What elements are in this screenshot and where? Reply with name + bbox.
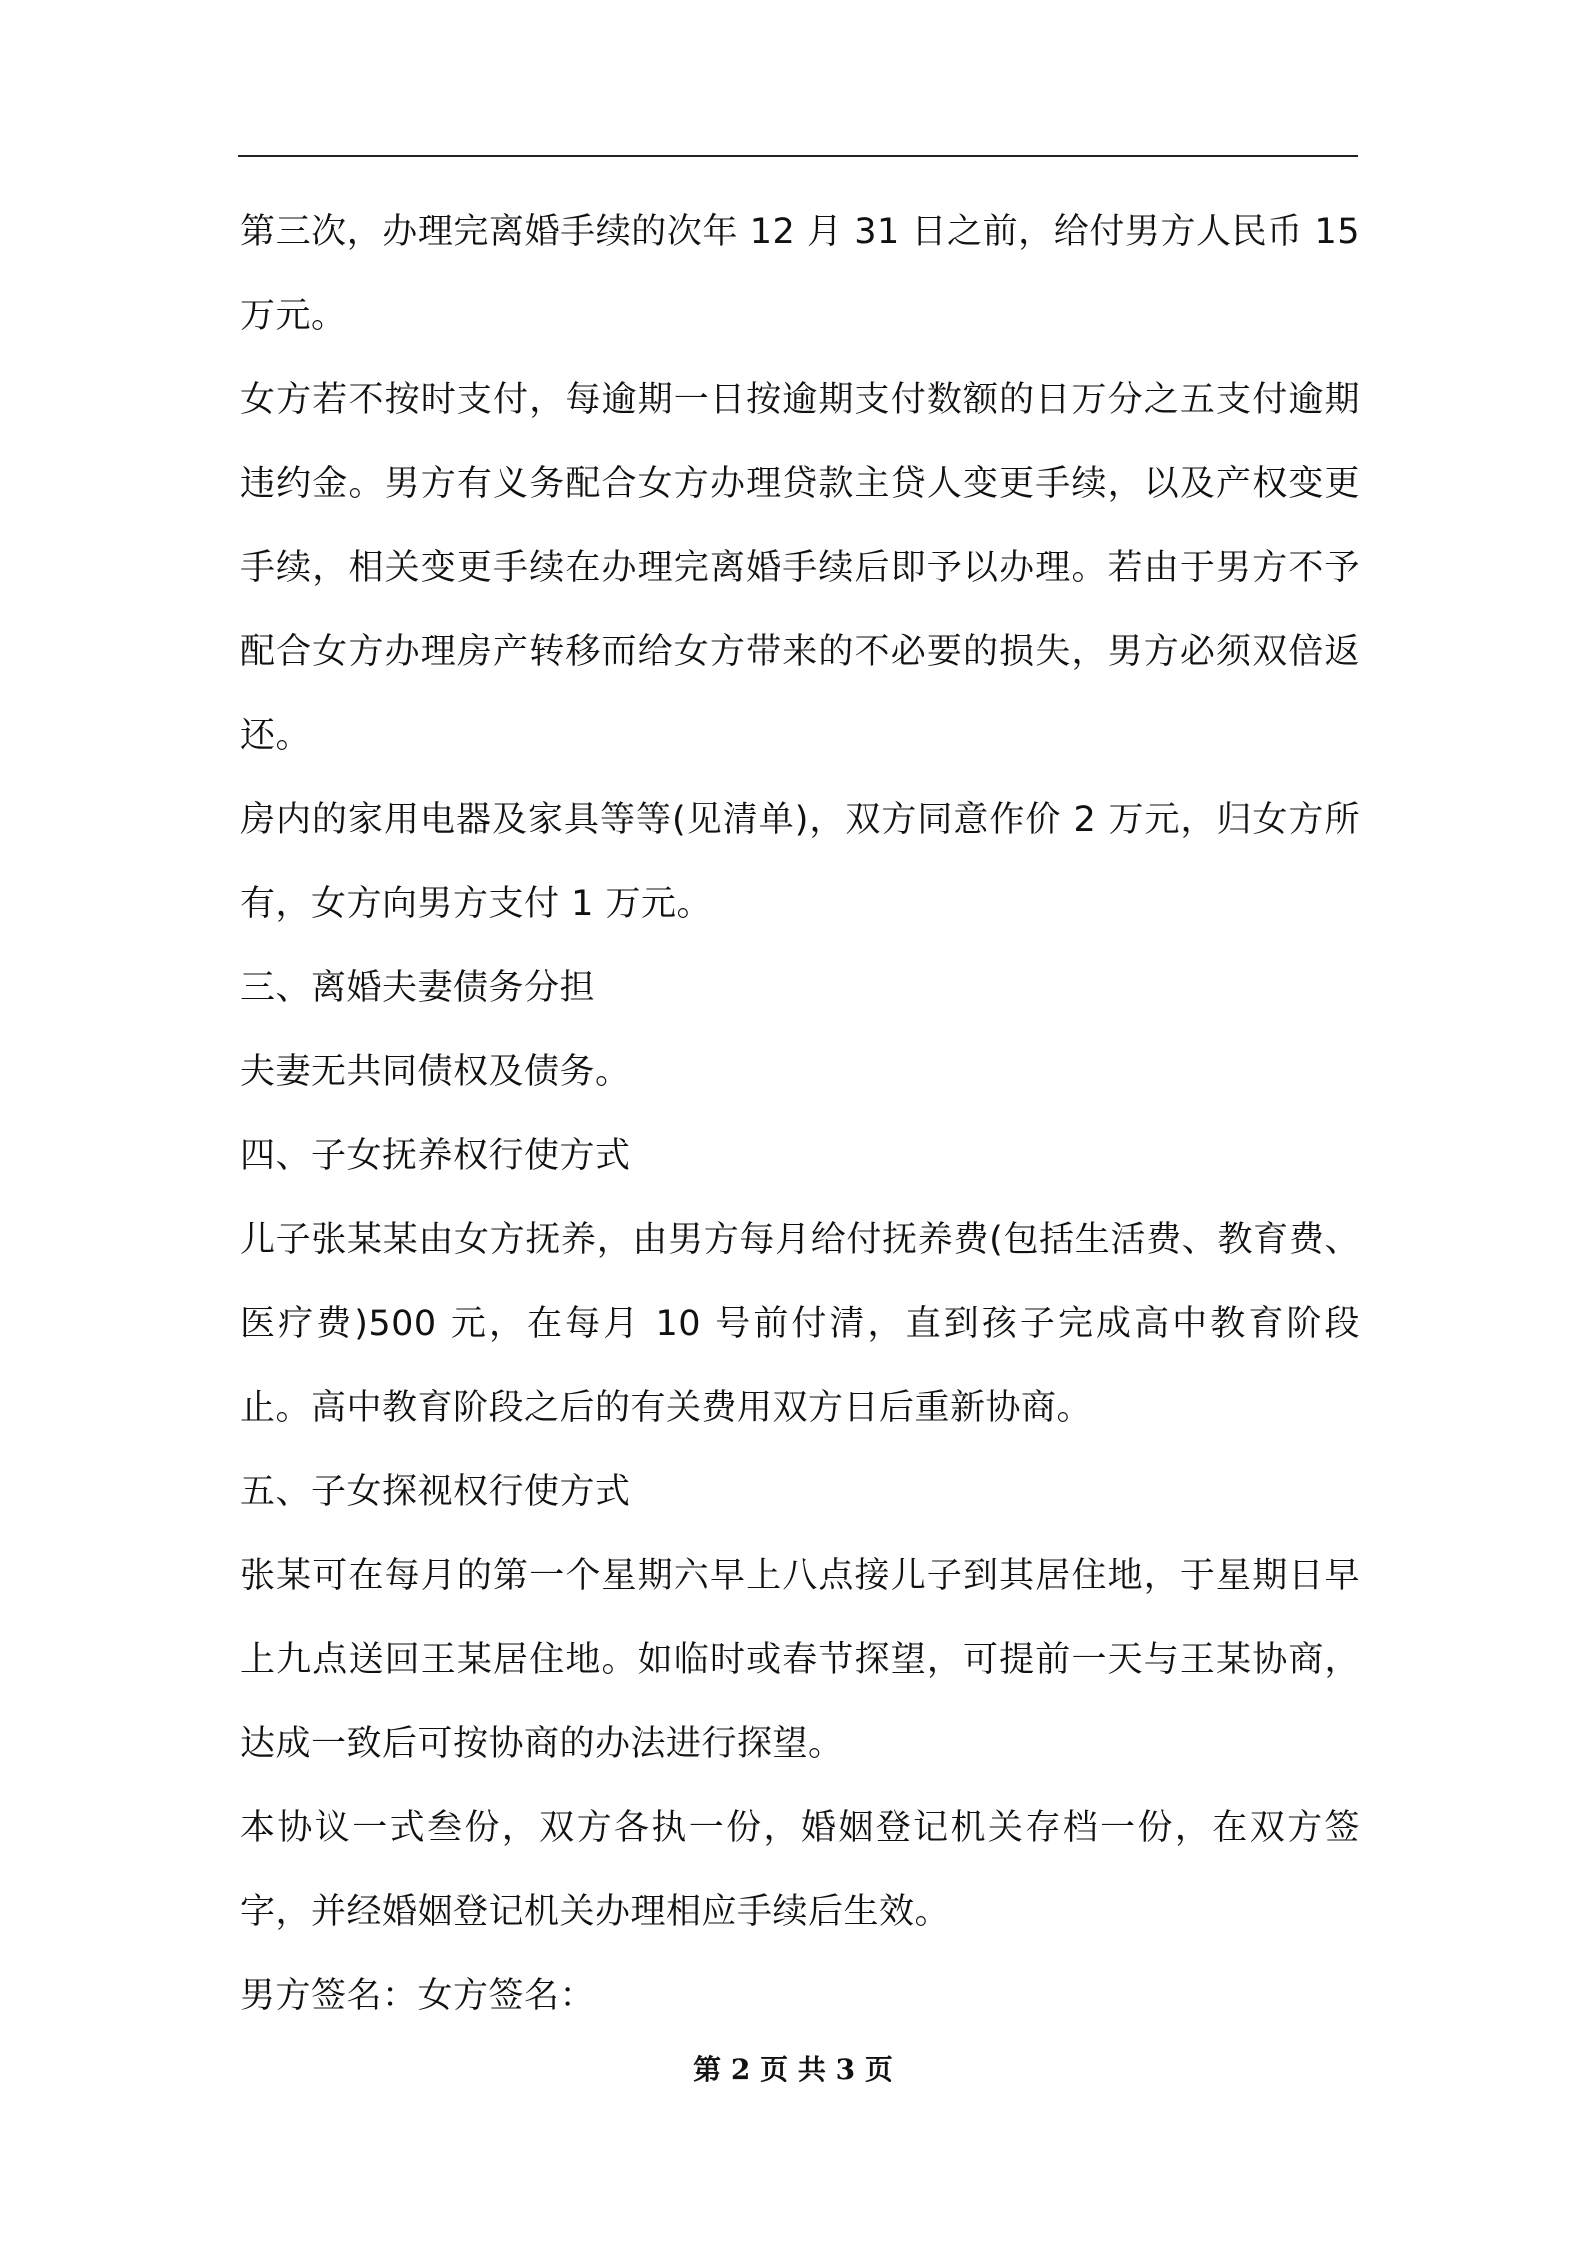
paragraph-household-items: 房内的家用电器及家具等等(见清单)，双方同意作价 2 万元，归女方所有，女方向男方支付 1 万元。: [240, 800, 1360, 924]
document-body: [240, 190, 1360, 2038]
paragraph-custody-support: 儿子张某某由女方抚养，由男方每月给付抚养费(包括生活费、教育费、医疗费)500 元，在每月 10 号前付清，直到孩子完成高中教育阶段止。高中教育阶段之后的有关费用双方日后重新协商。: [240, 1220, 1360, 1428]
paragraph-third-payment: 第三次，办理完离婚手续的次年 12 月 31 日之前，给付男方人民币 15 万元。: [240, 212, 1360, 336]
paragraph-agreement-copies: 本协议一式叁份，双方各执一份，婚姻登记机关存档一份，在双方签字，并经婚姻登记机关办理相应手续后生效。: [240, 1808, 1360, 1932]
section-heading-custody: 四、子女抚养权行使方式: [240, 1136, 631, 1176]
paragraph-late-payment-penalty: 女方若不按时支付，每逾期一日按逾期支付数额的日万分之五支付逾期违约金。男方有义务配合女方办理贷款主贷人变更手续，以及产权变更手续，相关变更手续在办理完离婚手续后即予以办理。若由于男方不予配合女方办理房产转移而给女方带来的不必要的损失，男方必须双倍返还。: [240, 380, 1360, 756]
signature-line: 男方签名：女方签名：: [240, 1976, 596, 2016]
page-number-footer: 第 2 页 共 3 页: [693, 2053, 893, 2086]
section-heading-visitation: 五、子女探视权行使方式: [240, 1472, 631, 1512]
header-rule: [238, 155, 1358, 157]
section-heading-debts: 三、离婚夫妻债务分担: [240, 968, 596, 1008]
paragraph-visitation: 张某可在每月的第一个星期六早上八点接儿子到其居住地，于星期日早上九点送回王某居住地。如临时或春节探望，可提前一天与王某协商，达成一致后可按协商的办法进行探望。: [240, 1556, 1360, 1764]
paragraph-no-debts: 夫妻无共同债权及债务。: [240, 1052, 631, 1092]
